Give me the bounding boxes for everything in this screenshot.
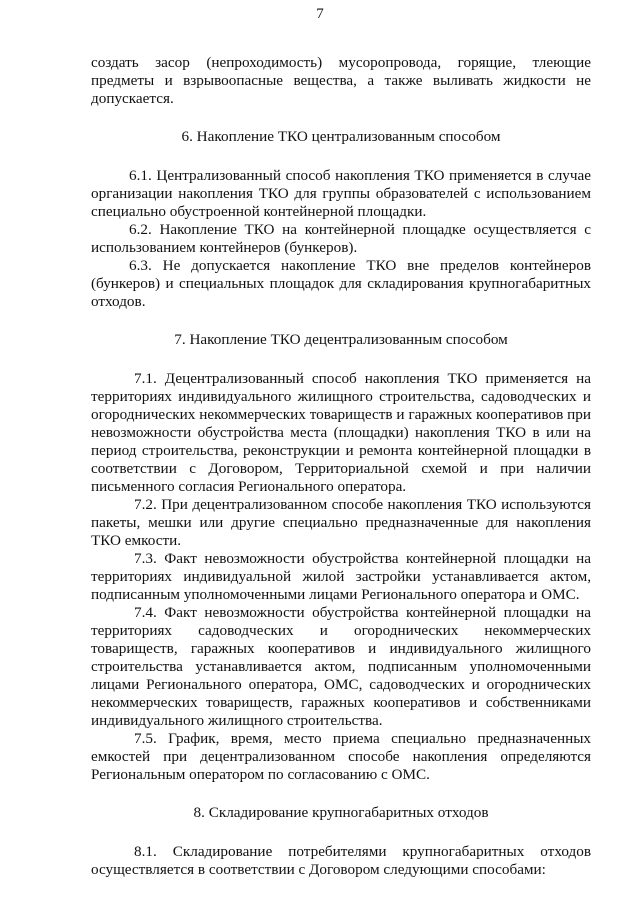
paragraph-6-2: 6.2. Накопление ТКО на контейнерной площадке осуществляется с использованием контейнеров (бункеров). bbox=[91, 221, 591, 256]
document-body bbox=[91, 54, 591, 879]
intro-paragraph: создать засор (непроходимость) мусоропровода, горящие, тлеющие предметы и взрывоопасные вещества, а также выливать жидкости не допускается. bbox=[91, 54, 591, 107]
section-6-heading: 6. Накопление ТКО централизованным способом bbox=[181, 128, 501, 145]
section-8-heading: 8. Складирование крупногабаритных отходов bbox=[193, 804, 489, 821]
section-7-heading: 7. Накопление ТКО децентрализованным способом bbox=[174, 331, 508, 348]
page-number: 7 bbox=[316, 6, 324, 22]
paragraph-7-5: 7.5. График, время, место приема специально предназначенных емкостей при децентрализованном способе накопления определяются Региональным оператором по согласованию с ОМС. bbox=[91, 730, 591, 783]
paragraph-7-2: 7.2. При децентрализованном способе накопления ТКО используются пакеты, мешки или другие специально предназначенные для накопления ТКО емкости. bbox=[91, 496, 591, 549]
paragraph-6-3: 6.3. Не допускается накопление ТКО вне пределов контейнеров (бункеров) и специальных площадок для складирования крупногабаритных отходов. bbox=[91, 257, 591, 310]
paragraph-7-1: 7.1. Децентрализованный способ накопления ТКО применяется на территориях индивидуального жилищного строительства, садоводческих и огороднических некоммерческих товариществ и гаражных кооперативов при невозможности обустройства места (площадки) накопления ТКО в или на период строительства, реконструкции и ремонта контейнерной площадки в соответствии с Договором, Территориальной схемой и при наличии письменного согласия Регионального оператора. bbox=[91, 370, 591, 495]
paragraph-7-4: 7.4. Факт невозможности обустройства контейнерной площадки на территориях садоводческих и огороднических некоммерческих товариществ, гаражных кооперативов и индивидуального жилищного строительства устанавливается актом, подписанным уполномоченными лицами Регионального оператора, ОМС, садоводческих и огороднических некоммерческих товариществ, гаражных кооперативов и собственниками индивидуального жилищного строительства. bbox=[91, 604, 591, 729]
paragraph-8-1: 8.1. Складирование потребителями крупногабаритных отходов осуществляется в соответствии с Договором следующими способами: bbox=[91, 843, 591, 878]
paragraph-6-1: 6.1. Централизованный способ накопления ТКО применяется в случае организации накопления ТКО для группы образователей с использованием специально обустроенной контейнерной площадки. bbox=[91, 167, 591, 220]
paragraph-7-3: 7.3. Факт невозможности обустройства контейнерной площадки на территориях индивидуальной жилой застройки устанавливается актом, подписанным уполномоченными лицами Регионального оператора и ОМС. bbox=[91, 550, 591, 603]
